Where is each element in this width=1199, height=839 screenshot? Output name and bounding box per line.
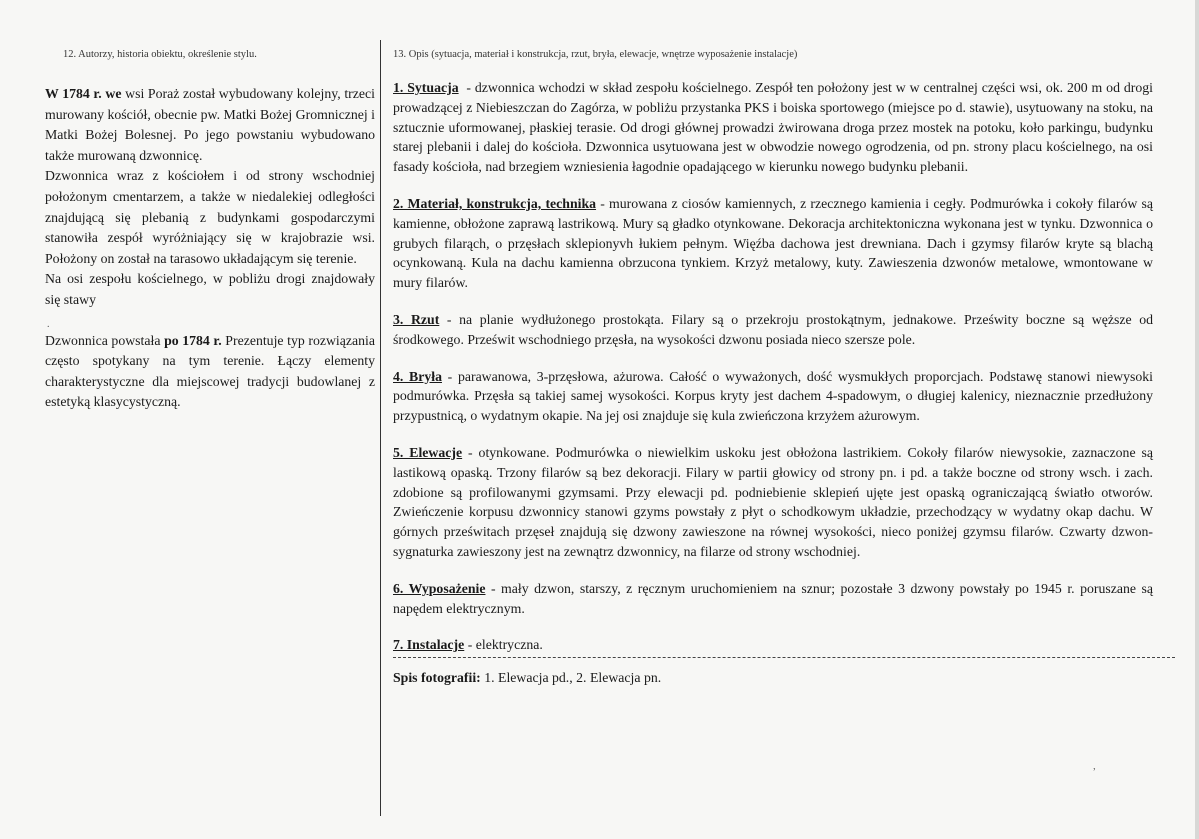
section-text: - dzwonnica wchodzi w skład zespołu kościelnego. Zespół ten położony jest w w centralnej części wsi, ok. 200 m od drogi prowadzącej z Niebieszczan do Zagórza, w pobliżu przystanka PKS i boiska sportowego (miejsce po d. stawie), usytuowany na stoku, na sztucznie uformowanej, płaskiej terasie. Od drogi głównej prowadzi żwirowana droga przez mostek na potoku, koło parkingu, budynku starej plebanii i dalej do kościoła. Dzwonnica usytuowana jest w obwodzie nowego ogrodzenia, od pn. strony placu kościelnego, na osi fasady kościoła, nad brzegiem wzniesienia łagodnie opadającego w kierunku nowego budynku plebanii. xyxy=(393,80,1153,175)
section-title: 3. Rzut xyxy=(393,311,440,327)
description-text xyxy=(393,78,1153,688)
section-title: 2. Materiał, konstrukcja, technika xyxy=(393,195,597,211)
section-sytuacja xyxy=(393,78,1153,177)
dashed-separator xyxy=(393,657,1175,658)
photo-list-text: 1. Elewacja pd., 2. Elewacja pn. xyxy=(480,670,662,686)
history-paragraph-1-text: wsi Poraż został wybudowany kolejny, trzeci murowany kościół, obecnie pw. Matki Bożej Gromnicznej i Matki Bożej Bolesnej. Po jego powstaniu wybudowano także murowaną dzwonnicę. xyxy=(45,86,375,163)
history-text xyxy=(45,84,375,413)
history-paragraph-4-a: Dzwonnica powstała xyxy=(45,332,165,348)
year-bold: W 1784 r. xyxy=(45,86,102,101)
section-text: - otynkowane. Podmurówka o niewielkim uskoku jest obłożona lastrikiem. Cokoły filarów niewysokie, zaznaczone są lastikową opaską. Trzony filarów są bez dekoracji. Filary w partii głowicy od strony pn. i pd. a także boczne od strony wsch. i zach. zdobione są profilowanymi gzymsami. Przy elewacji pd. podniebienie sklepień ujęte jest opaską ograniczającą światło otworów. Zwieńczenie korpusu dzwonnicy stanowi gzyms powstały z płyt o schodkowym układzie, przechodzący w wydatny okap dachu. W górnych prześwitach przęseł znajdują się dzwony zawieszone na równej wysokości, nieco poniżej gzymsu filarów. Czwarty dzwon-sygnaturka zawieszony jest na zewnątrz dzwonnicy, na filarze od strony wschodniej. xyxy=(393,444,1153,559)
history-paragraph-4 xyxy=(45,331,375,413)
section-text: - na planie wydłużonego prostokąta. Filary są o przekroju prostokątnym, jednakowe. Prześwity boczne są węższe od środkowego. Prześwit wschodniego przęsła, na wysokości dzwonu posiada nieco szersze pole. xyxy=(393,311,1153,347)
section-bryla xyxy=(393,367,1153,426)
section-rzut xyxy=(393,310,1153,350)
section-elewacje xyxy=(393,443,1153,562)
section-title: 6. Wyposażenie xyxy=(393,580,486,596)
photo-list xyxy=(393,668,1153,688)
section-text: - mały dzwon, starszy, z ręcznym uruchomieniem na sznur; pozostałe 3 dzwony powstały po 1945 r. poruszane są napędem elektrycznym. xyxy=(393,580,1153,616)
we-bold: we xyxy=(105,86,122,101)
scan-edge xyxy=(1195,0,1199,839)
section-title: 7. Instalacje xyxy=(393,637,465,653)
paragraph-gap xyxy=(45,311,375,331)
history-paragraph-3: Na osi zespołu kościelnego, w pobliżu drogi znajdowały się stawy xyxy=(45,271,375,307)
stray-mark: . xyxy=(47,318,50,330)
section-title: 1. Sytuacja xyxy=(393,80,459,95)
history-paragraph-2: Dzwonnica wraz z kościołem i od strony wschodniej położonym cmentarzem, a także w niedalekiej odległości znajdującą się plebanią z budynkami gospodarczymi stanowiła zespół wyróżniający się w krajobrazie wsi. Położony on został na tarasowo układającym się terenie. xyxy=(45,168,375,266)
right-column-header: 13. Opis (sytuacja, materiał i konstrukcja, rzut, bryła, elewacje, wnętrze wyposażenie instalacje) xyxy=(393,49,798,60)
section-text: - murowana z ciosów kamiennych, z rzecznego kamienia i cegły. Podmurówka i cokoły filarów są kamienne, obłożone zaprawą lastrikową. Mury są gładko otynkowane. Dekoracja architektoniczna wykonana jest w tynku. Dzwonnica o grubych filarąch, o przęsłach sklepionyvh łukiem pełnym. Więźba dachowa jest drewniana. Dach i gzymsy filarów kryte są blachą ocynkowaną. Kula na dachu kamienna obrzucona tynkiem. Krzyż metalowy, kuty. Zawieszenia dzwonów metalowe, wmontowane w mury filarów. xyxy=(393,195,1154,291)
right-column xyxy=(393,48,1153,688)
section-material xyxy=(393,194,1153,293)
column-divider xyxy=(380,40,381,816)
stray-tick: , xyxy=(1093,760,1096,772)
section-title: 5. Elewacje xyxy=(393,444,463,460)
section-title: 4. Bryła xyxy=(393,368,442,384)
left-column-header: 12. Autorzy, historia obiektu, określenie stylu. xyxy=(63,49,257,60)
section-wyposazenie xyxy=(393,579,1153,619)
section-instalacje xyxy=(393,635,1153,655)
photo-list-label: Spis fotografii: xyxy=(393,670,481,686)
history-paragraph-1 xyxy=(45,84,375,166)
section-text: - parawanowa, 3-przęsłowa, ażurowa. Całość o wyważonych, dość wysmukłych proporcjach. Podstawę stanowi niewysoki podmurówka. Przęsła są takiej samej wysokości. Korpus kryty jest dachem 4-spadowym, o długiej kalenicy, nieznacznie przedłużony przypustnicą, o wydatnym okapie. Na jej osi znajduje się kula zwieńczona krzyżem ażurowym. xyxy=(393,368,1153,424)
section-text: - elektryczna. xyxy=(467,637,543,653)
date-bold: po 1784 r. xyxy=(164,332,222,348)
left-column xyxy=(45,48,375,413)
history-paragraph-4-b: Prezentuje typ rozwiązania często spotykany na tym terenie. Łączy elementy charakterystyczne dla miejscowej tradycji budowlanej z estetyką klasycystyczną. xyxy=(45,332,375,410)
